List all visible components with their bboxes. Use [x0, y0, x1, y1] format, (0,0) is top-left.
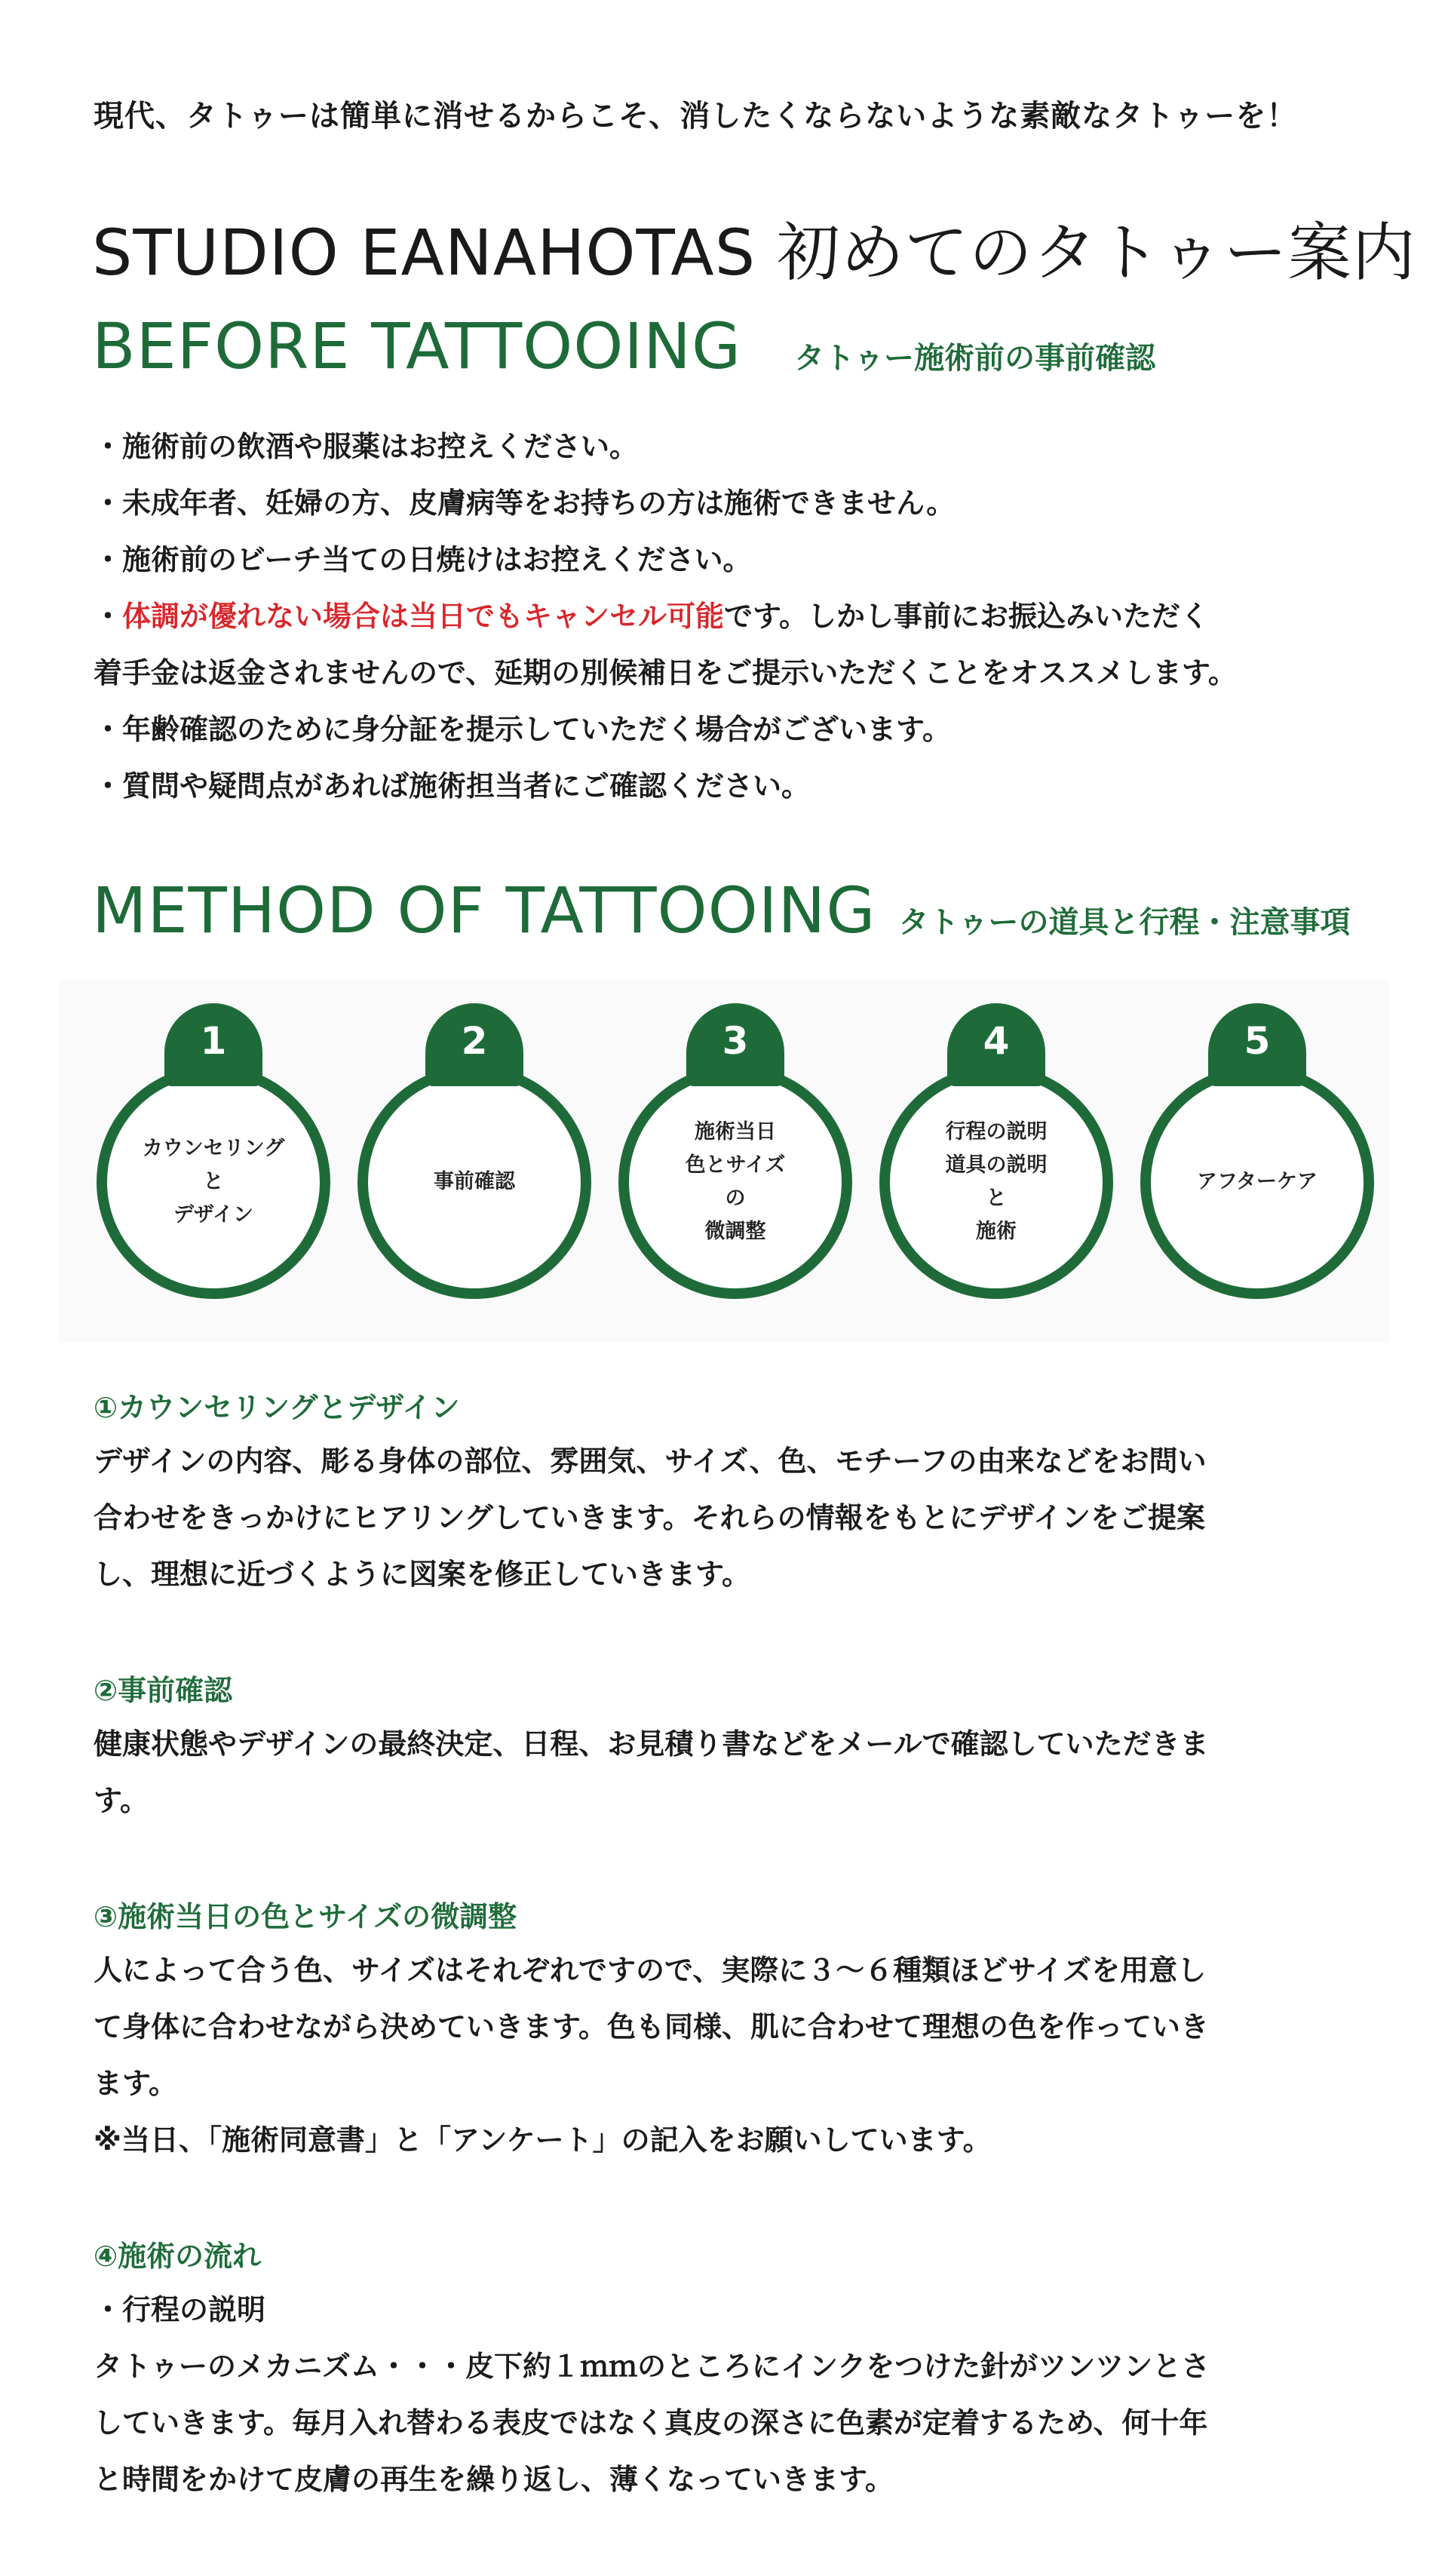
step-4: [879, 1003, 1113, 1305]
step-label: カウンセリング と デザイン: [142, 1137, 285, 1227]
before-heading-en: BEFORE TATTOOING: [92, 309, 742, 383]
detail-heading-flow: ④施術の流れ: [94, 2240, 262, 2273]
list-item: ・年齢確認のために身分証を提示していただく場合がございます。: [94, 713, 951, 746]
step-number-badge: 4: [947, 1003, 1045, 1086]
paragraph-line: 人によって合う色、サイズはそれぞれですので、実際に３～６種類ほどサイズを用意し: [94, 1954, 1207, 1987]
detail-body-flow: [94, 2282, 1391, 2508]
list-item-cancel: [94, 588, 1391, 645]
bullet-marker: ・: [94, 600, 123, 633]
paragraph-line: て身体に合わせながら決めていきます。色も同様、肌に合わせて理想の色を作っていき: [94, 2010, 1209, 2043]
step-circle: [1140, 1065, 1374, 1299]
step-circle: [97, 1065, 330, 1299]
step-label: 事前確認: [434, 1170, 515, 1193]
detail-heading-counseling: ①カウンセリングとデザイン: [94, 1391, 460, 1424]
step-circle: [618, 1065, 852, 1299]
paragraph-line: デザインの内容、彫る身体の部位、雰囲気、サイズ、色、モチーフの由来などをお問い: [94, 1445, 1207, 1478]
list-item-continuation: 着手金は返金されませんので、延期の別候補日をご提示いただくことをオススメします。: [94, 656, 1237, 689]
list-item: ・施術前のビーチ当ての日焼けはお控えください。: [94, 543, 752, 576]
paragraph-line: し、理想に近づくように図案を修正していきます。: [94, 1558, 750, 1591]
step-2: [357, 1003, 591, 1305]
step-circle: [357, 1065, 591, 1299]
method-heading: [92, 874, 1350, 947]
paragraph-line: す。: [94, 1784, 149, 1817]
method-heading-en: METHOD OF TATTOOING: [92, 874, 876, 947]
detail-body-counseling: [94, 1433, 1391, 1603]
step-number-badge: 5: [1208, 1003, 1306, 1086]
list-item: ・未成年者、妊婦の方、皮膚病等をお持ちの方は施術できません。: [94, 487, 956, 520]
before-list: [94, 419, 1391, 815]
list-item: ・質問や疑問点があれば施術担当者にご確認ください。: [94, 769, 811, 803]
paragraph-line: していきます。毎月入れ替わる表皮ではなく真皮の深さに色素が定着するため、何十年: [94, 2406, 1208, 2439]
step-1: [97, 1003, 330, 1305]
step-label: アフターケア: [1196, 1170, 1318, 1193]
step-number-badge: 3: [686, 1003, 784, 1086]
step-label: 行程の説明 道具の説明 と 施術: [945, 1120, 1048, 1243]
step-circle: [879, 1065, 1113, 1299]
paragraph-line: 合わせをきっかけにヒアリングしていきます。それらの情報をもとにデザインをご提案: [94, 1501, 1206, 1534]
cancel-highlight: 体調が優れない場合は当日でもキャンセル可能: [122, 600, 725, 633]
before-heading-jp: タトゥー施術前の事前確認: [794, 341, 1156, 376]
paragraph-line: ※当日、「施術同意書」と「アンケート」の記入をお願いしています。: [94, 2123, 992, 2157]
method-heading-jp: タトゥーの道具と行程・注意事項: [898, 905, 1351, 940]
paragraph-line: と時間をかけて皮膚の再生を繰り返し、薄くなっていきます。: [94, 2463, 894, 2496]
step-label: 施術当日 色とサイズ の 微調整: [685, 1120, 786, 1243]
paragraph-line: ・行程の説明: [94, 2293, 266, 2326]
step-3: [618, 1003, 852, 1305]
paragraph-line: ます。: [94, 2067, 177, 2100]
detail-heading-precheck: ②事前確認: [94, 1674, 233, 1707]
cancel-rest: です。しかし事前にお振込みいただく: [724, 600, 1209, 633]
step-5: [1140, 1003, 1374, 1305]
detail-body-precheck: [94, 1716, 1391, 1829]
before-heading: [92, 309, 1155, 383]
list-item: ・施術前の飲酒や服薬はお控えください。: [94, 430, 639, 463]
detail-body-adjustment: [94, 1942, 1391, 2169]
paragraph-line: 健康状態やデザインの最終決定、日程、お見積り書などをメールで確認していただきま: [94, 1727, 1209, 1761]
step-number-badge: 2: [425, 1003, 523, 1086]
paragraph-line: タトゥーのメカニズム・・・皮下約１ｍｍのところにインクをつけた針がツンツンとさ: [94, 2350, 1210, 2383]
step-number-badge: 1: [164, 1003, 262, 1086]
intro-text: 現代、タトゥーは簡単に消せるからこそ、消したくならないような素敵なタトゥーを！: [94, 99, 1298, 134]
page-title: STUDIO EANAHOTAS 初めてのタトゥー案内: [92, 216, 1416, 290]
detail-heading-adjustment: ③施術当日の色とサイズの微調整: [94, 1900, 517, 1933]
